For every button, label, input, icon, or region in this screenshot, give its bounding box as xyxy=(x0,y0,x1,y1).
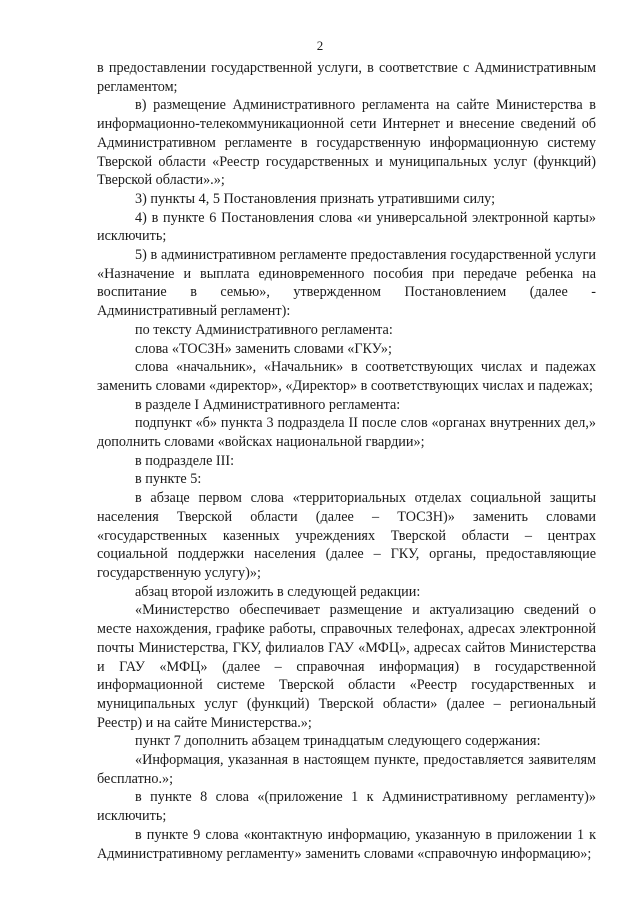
paragraph: «Министерство обеспечивает размещение и актуализацию сведений о месте нахождения, графике работы, справочных телефонах, адресах электронной почты Министерства, ГКУ, филиалов ГАУ «МФЦ», адресах сайтов Министерства и ГАУ «МФЦ» (далее – справочная информация) в государственной информационной системе Тверской области «Реестр государственных и муниципальных услуг (функций) Тверской области» (далее – региональный Реестр) и на сайте Министерства.»; xyxy=(97,602,596,731)
paragraph: 4) в пункте 6 Постановления слова «и универсальной электронной карты» исключить; xyxy=(97,209,596,245)
paragraph: 5) в административном регламенте предоставления государственной услуги «Назначение и выплата единовременного пособия при передаче ребенка на воспитание в семью», утвержденном Постановлением (далее - Административный регламент): xyxy=(97,247,596,320)
paragraph: в абзаце первом слова «территориальных отделах социальной защиты населения Тверской области (далее – ТОСЗН)» заменить словами «государственных казенных учреждениях Тверской области – центрах социальной поддержки населения (далее – ГКУ, органы, предоставляющие государственную услугу)»; xyxy=(97,490,596,581)
paragraph: в пункте 9 слова «контактную информацию, указанную в приложении 1 к Административному регламенту» заменить словами «справочную информацию»; xyxy=(97,826,596,862)
paragraph: пункт 7 дополнить абзацем тринадцатым следующего содержания: xyxy=(135,733,541,750)
paragraph: в пункте 8 слова «(приложение 1 к Административному регламенту)» исключить; xyxy=(97,789,596,825)
paragraph: в предоставлении государственной услуги, в соответствие с Административным регламентом; xyxy=(97,60,596,95)
paragraph: подпункт «б» пункта 3 подраздела II после слов «органах внутренних дел,» дополнить словами «войсках национальной гвардии»; xyxy=(97,415,596,451)
page-number: 2 xyxy=(316,38,324,53)
paragraph: в) размещение Административного регламента на сайте Министерства в информационно-телекоммуникационной сети Интернет и внесение сведений об Административном регламенте в государственную информационную систему Тверской области «Реестр государственных и муниципальных услуг (функций) Тверской области».»; xyxy=(97,97,596,189)
paragraph: слова «начальник», «Начальник» в соответствующих числах и падежах заменить словами «директор», «Директор» в соответствующих числах и падежах; xyxy=(97,359,596,394)
paragraph: в пункте 5: xyxy=(135,471,202,488)
paragraph: в подразделе III: xyxy=(135,452,235,469)
paragraph: «Информация, указанная в настоящем пункте, предоставляется заявителям бесплатно.»; xyxy=(97,752,596,787)
paragraph: абзац второй изложить в следующей редакции: xyxy=(135,583,421,600)
paragraph: слова «ТОСЗН» заменить словами «ГКУ»; xyxy=(135,340,392,357)
document-body xyxy=(97,59,596,863)
paragraph: в разделе I Административного регламента: xyxy=(135,396,401,413)
paragraph: по тексту Административного регламента: xyxy=(135,321,393,338)
paragraph: 3) пункты 4, 5 Постановления признать утратившими силу; xyxy=(135,190,496,207)
